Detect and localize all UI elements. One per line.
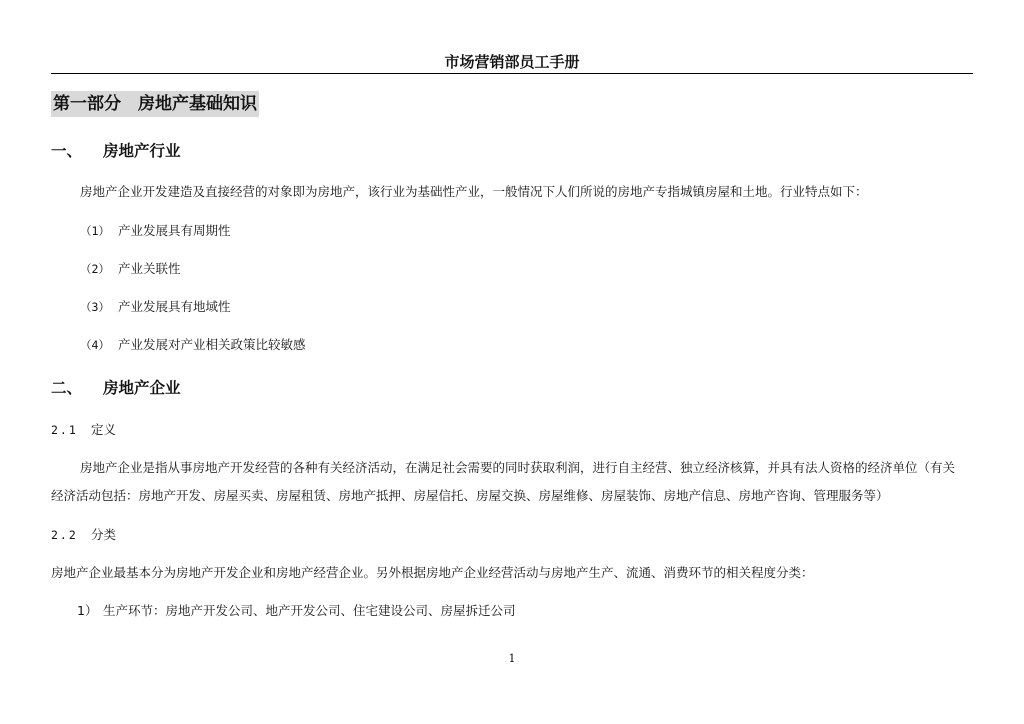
section1-intro: 房地产企业开发建造及直接经营的对象即为房地产，该行业为基础性产业，一般情况下人们所说的房地产专指城镇房屋和土地。行业特点如下： xyxy=(80,184,868,199)
list-item-text: 产业发展具有周期性 xyxy=(118,223,231,238)
list-item xyxy=(80,260,181,278)
list-item-number: （2） xyxy=(80,262,110,276)
subsection-heading-classification xyxy=(51,526,116,544)
section-title: 房地产企业 xyxy=(103,378,181,397)
list-item-number: （4） xyxy=(80,338,110,352)
section-number: 二、 xyxy=(51,378,83,397)
list-item xyxy=(80,298,231,316)
list-item-text: 产业发展具有地域性 xyxy=(118,299,231,314)
header-title: 市场营销部员工手册 xyxy=(444,53,580,71)
section-title: 房地产行业 xyxy=(103,141,181,160)
page-number: 1 xyxy=(508,652,516,665)
classification-item-text: 生产环节：房地产开发公司、地产开发公司、住宅建设公司、房屋拆迁公司 xyxy=(103,603,516,618)
list-item-text: 产业发展对产业相关政策比较敏感 xyxy=(118,337,306,352)
list-item xyxy=(80,222,231,240)
part-title: 第一部分 房地产基础知识 xyxy=(51,91,259,117)
subsection-heading-definition xyxy=(51,421,116,439)
section-number: 一、 xyxy=(51,141,83,160)
definition-line-2: 经济活动包括：房地产开发、房屋买卖、房屋租赁、房地产抵押、房屋信托、房屋交换、房屋维修、房屋装饰、房地产信息、房地产咨询、管理服务等） xyxy=(51,488,889,503)
section-heading-2 xyxy=(51,377,181,399)
classification-item xyxy=(77,602,516,620)
subsection-number: 2.1 xyxy=(51,423,78,437)
list-item-text: 产业关联性 xyxy=(118,261,181,276)
list-item-number: （3） xyxy=(80,300,110,314)
subsection-number: 2.2 xyxy=(51,528,78,542)
header-rule xyxy=(51,73,973,74)
subsection-title: 定义 xyxy=(91,422,117,437)
list-item xyxy=(80,336,306,354)
subsection-title: 分类 xyxy=(91,527,117,542)
section-heading-1 xyxy=(51,140,181,162)
classification-text: 房地产企业最基本分为房地产开发企业和房地产经营企业。另外根据房地产企业经营活动与房地产生产、流通、消费环节的相关程度分类： xyxy=(51,565,814,580)
definition-line-1: 房地产企业是指从事房地产开发经营的各种有关经济活动，在满足社会需要的同时获取利润，进行自主经营、独立经济核算，并具有法人资格的经济单位（有关 xyxy=(80,460,956,475)
classification-item-number: 1） xyxy=(77,603,98,618)
list-item-number: （1） xyxy=(80,224,110,238)
